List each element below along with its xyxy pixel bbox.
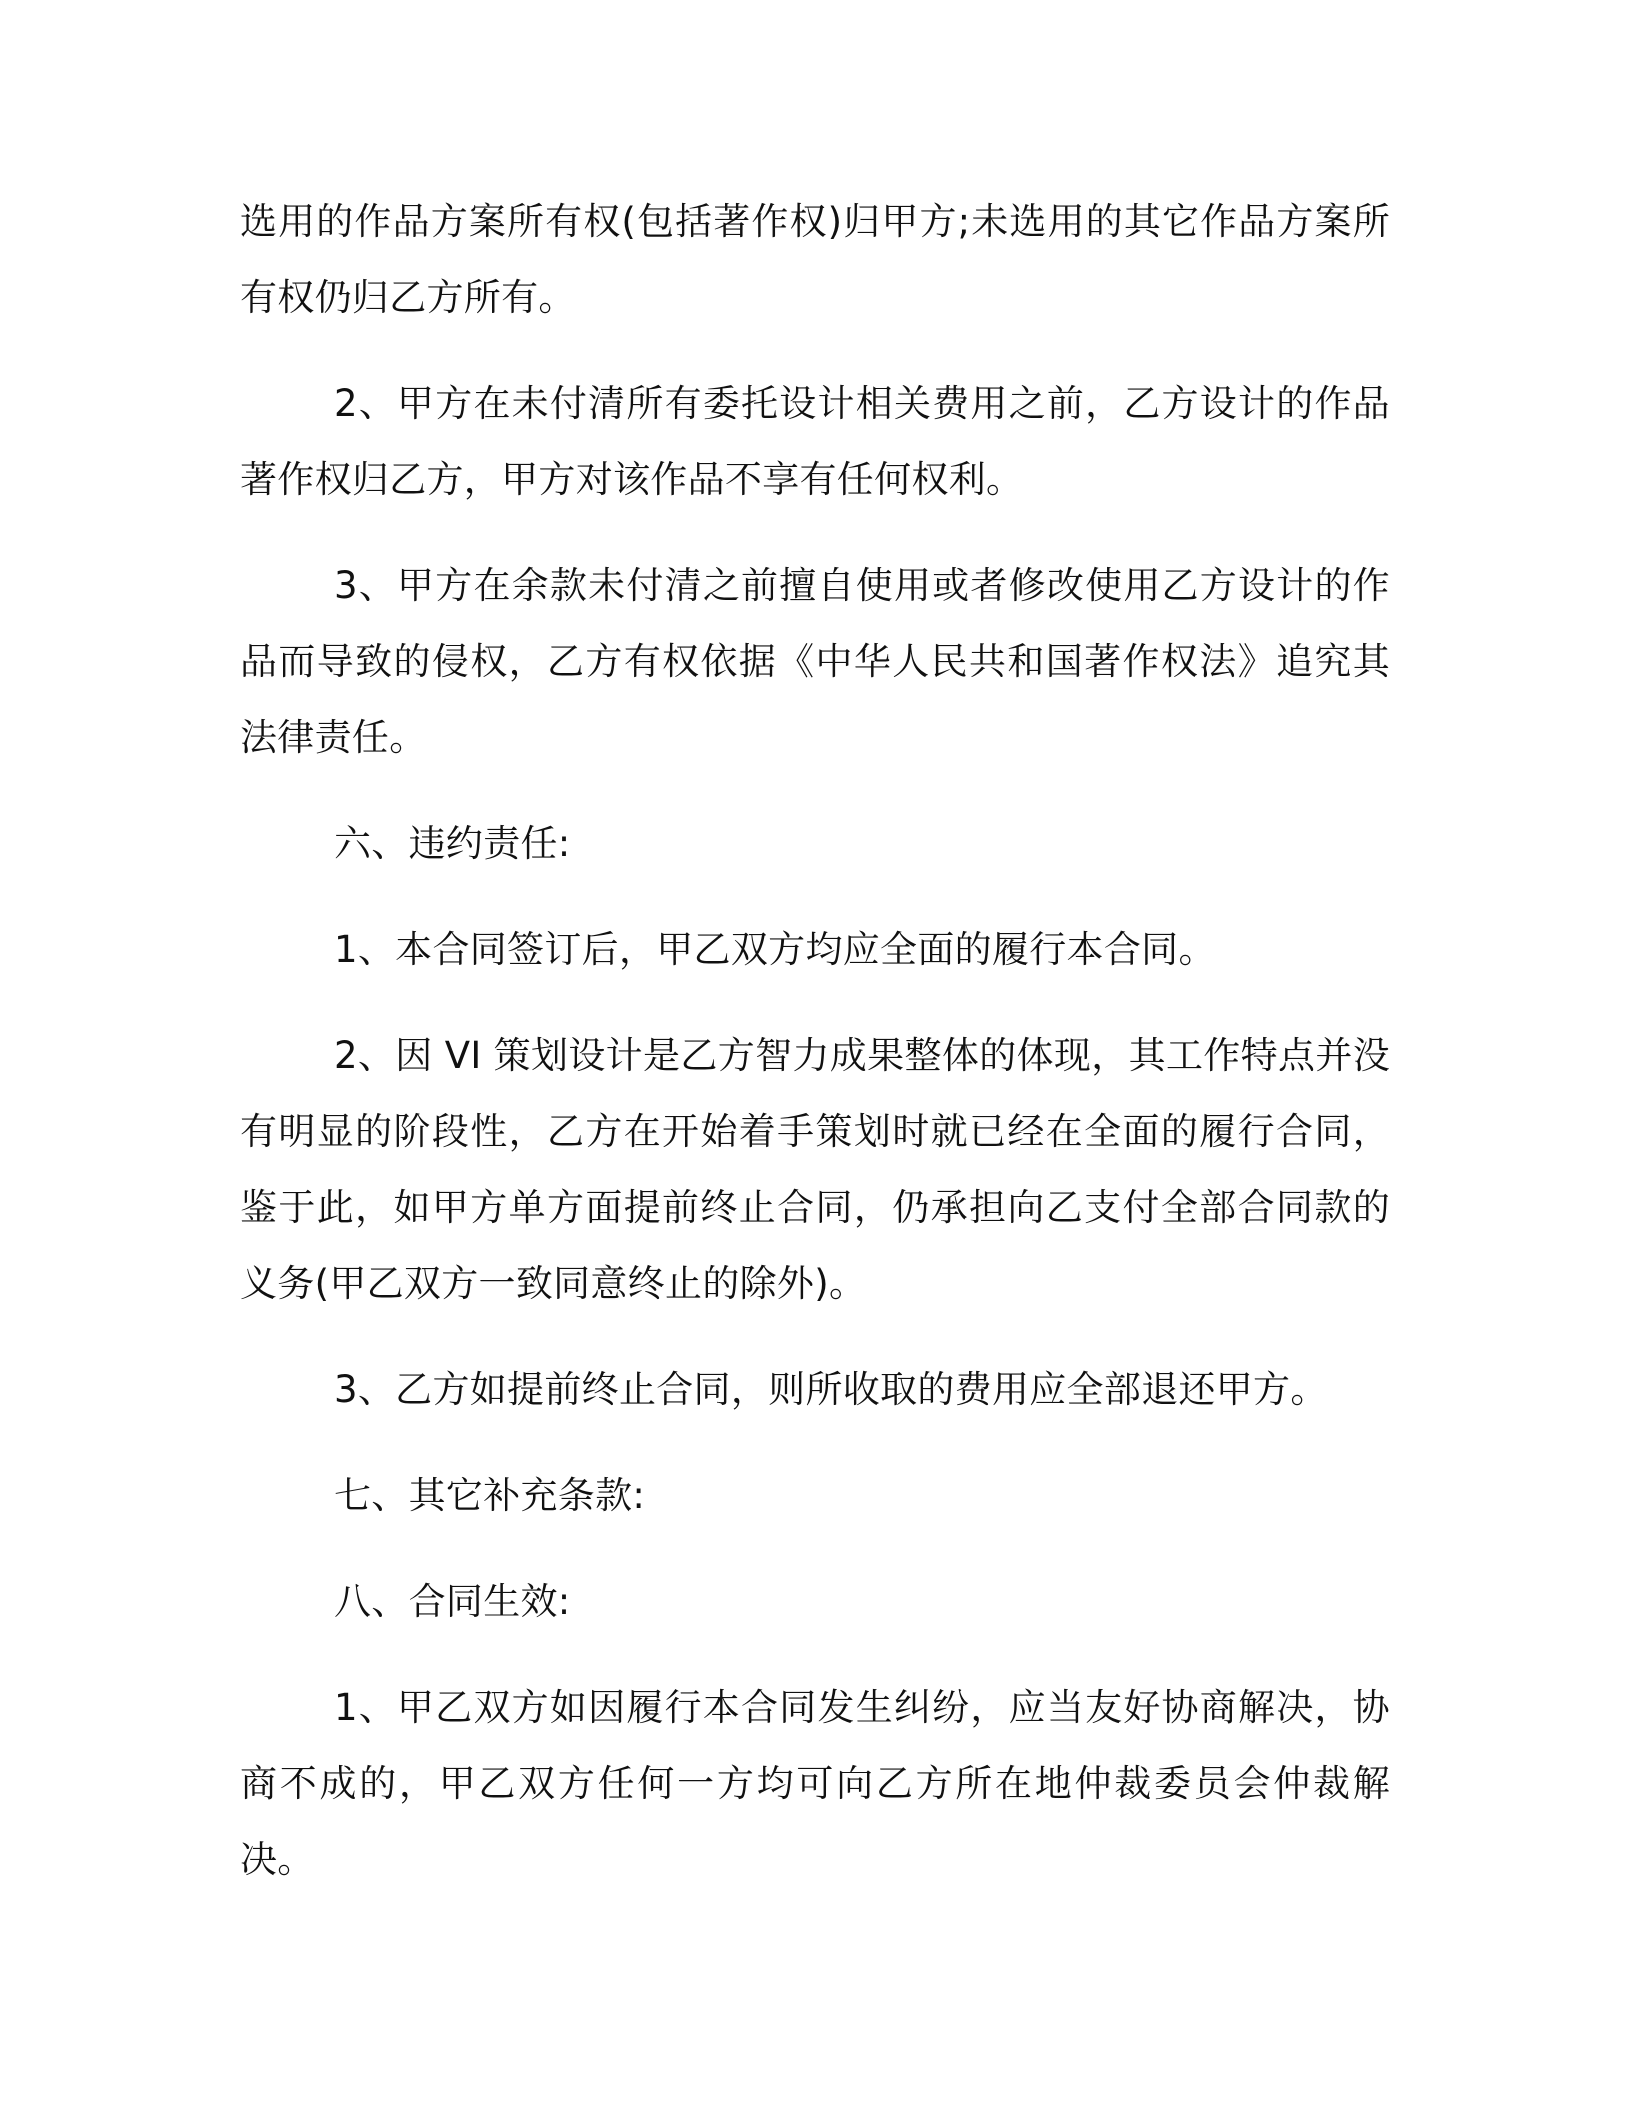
paragraph-dispute-resolution: 1、甲乙双方如因履行本合同发生纠纷，应当友好协商解决，协商不成的，甲乙双方任何一方均可向乙方所在地仲裁委员会仲裁解决。 (240, 1686, 1390, 1881)
paragraph-copyright-before-payment: 2、甲方在未付清所有委托设计相关费用之前，乙方设计的作品著作权归乙方，甲方对该作品不享有任何权利。 (240, 382, 1390, 501)
paragraph-vi-design-termination: 2、因 VI 策划设计是乙方智力成果整体的体现，其工作特点并没有明显的阶段性，乙方在开始着手策划时就已经在全面的履行合同，鉴于此，如甲方单方面提前终止合同，仍承担向乙支付全部合同款的义务(甲乙双方一致同意终止的除外)。 (240, 1034, 1390, 1305)
section-heading-contract-effect: 八、合同生效: (334, 1580, 571, 1623)
paragraph-full-performance: 1、本合同签订后，甲乙双方均应全面的履行本合同。 (334, 928, 1216, 971)
paragraph-refund: 3、乙方如提前终止合同，则所收取的费用应全部退还甲方。 (334, 1368, 1328, 1411)
paragraph-unauthorized-use: 3、甲方在余款未付清之前擅自使用或者修改使用乙方设计的作品而导致的侵权，乙方有权依据《中华人民共和国著作权法》追究其法律责任。 (240, 564, 1390, 759)
section-heading-supplementary-terms: 七、其它补充条款: (334, 1474, 646, 1517)
document-body (240, 184, 1390, 1898)
paragraph-ownership-continued: 选用的作品方案所有权(包括著作权)归甲方;未选用的其它作品方案所有权仍归乙方所有。 (240, 200, 1390, 319)
section-heading-breach-liability: 六、违约责任: (334, 822, 571, 865)
